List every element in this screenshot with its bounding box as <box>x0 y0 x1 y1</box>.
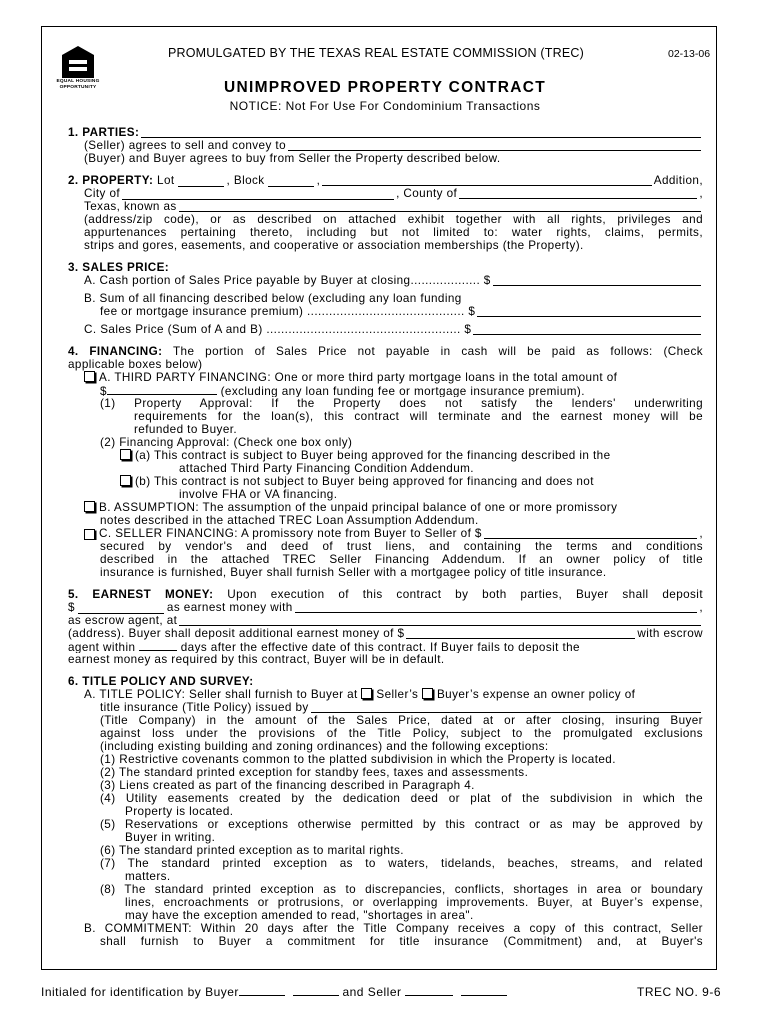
escrow-agent-comma: , <box>699 601 703 614</box>
sales-price-total-label: C. Sales Price (Sum of A and B) ..................................................... $ <box>84 323 472 336</box>
seller-financing-label-1: C. SELLER FINANCING: A promissory note from Buyer to Seller of $ <box>99 527 482 540</box>
exception-3: (3) Liens created as part of the financing described in Paragraph 4. <box>100 779 475 792</box>
additional-earnest-field[interactable] <box>406 627 635 639</box>
title-policy-heading: 6. TITLE POLICY AND SURVEY: <box>68 675 254 688</box>
parties-line-2: (Seller) agrees to sell and convey to <box>84 139 286 152</box>
exception-6: (6) The standard printed exception as to marital rights. <box>100 844 404 857</box>
title-company-field[interactable] <box>311 701 701 713</box>
known-as-field[interactable] <box>179 200 701 212</box>
issued-by-label: title insurance (Title Policy) issued by <box>100 701 309 714</box>
exception-2: (2) The standard printed exception for standby fees, taxes and assessments. <box>100 766 529 779</box>
seller-financing-label-2: secured by vendor's and deed of trust liens, and containing the terms and conditions <box>100 540 703 553</box>
financing-approval-label: (2) Financing Approval: (Check one box only) <box>100 436 353 449</box>
title-policy-line-3: (Title Company) in the amount of the Sales Price, dated at or after closing, insuring Buyer <box>100 714 703 727</box>
third-party-amount-field[interactable] <box>107 384 217 395</box>
sellers-expense-label: Seller’s <box>376 688 419 701</box>
seller-financing-amount-field[interactable] <box>484 527 698 539</box>
section-financing <box>68 345 703 579</box>
sales-price-heading: 3. SALES PRICE: <box>68 261 170 274</box>
exception-7a: (7) The standard printed exception as to waters, tidelands, beaches, streams, and related <box>100 857 703 870</box>
exception-8a: (8) The standard printed exception as to discrepancies, conflicts, shortages in area or boundary <box>100 883 703 896</box>
addition-field[interactable] <box>322 174 652 186</box>
block-label: , Block <box>226 174 265 187</box>
seller-financing-label-3: described in the attached TREC Seller Financing Addendum. If an owner policy of title <box>100 553 703 566</box>
title-policy-line-4: against loss under the provisions of the Title Policy, subject to the promulgated exclusions <box>100 727 703 740</box>
initials-line <box>41 985 507 999</box>
third-party-financing-label: A. THIRD PARTY FINANCING: One or more third party mortgage loans in the total amount of <box>99 371 618 384</box>
exception-5a: (5) Reservations or exceptions otherwise permitted by this contract or as may be approved by <box>100 818 703 831</box>
financing-approval-a-1: (a) This contract is subject to Buyer being approved for the financing described in the <box>135 449 611 462</box>
trec-form-number: TREC NO. 9-6 <box>637 985 722 999</box>
exception-8b: lines, encroachments or protrusions, or overlapping improvements. Buyer, at Buyer’s expense, <box>125 896 703 909</box>
financing-approval-b-checkbox[interactable] <box>120 475 131 486</box>
assumption-checkbox[interactable] <box>84 501 95 512</box>
seller-name-field[interactable] <box>141 126 701 138</box>
escrow-agent-field[interactable] <box>295 601 698 613</box>
exception-7b: matters. <box>125 870 171 883</box>
section-property: 2. PROPERTY: Lot , Block , Addition, City of , County of , Texas, known as (address/zip code), or as described on attached exhibit together with all rights, privileges and appurtenances pertaining thereto, including but not limited to: water rights, claims, permits, strips and gores, easements, and cooperative or association memberships (the Property). <box>68 174 703 252</box>
financing-sum-label-2: fee or mortgage insurance premium) ........................................... $ <box>100 305 476 318</box>
financing-line-1: The portion of Sales Price not payable in cash will be paid as follows: (Check <box>172 345 703 358</box>
seller-initial-1-field[interactable] <box>405 985 453 996</box>
parties-heading: 1. PARTIES: <box>68 126 140 139</box>
property-line-4: (address/zip code), or as described on attached exhibit together with all rights, privileges and <box>84 213 703 226</box>
financing-sum-field[interactable] <box>477 305 701 317</box>
financing-approval-a-2: attached Third Party Financing Condition Addendum. <box>179 462 474 475</box>
financing-sum-label-1: B. Sum of all financing described below (excluding any loan funding <box>84 292 462 305</box>
third-party-amount-note: (excluding any loan funding fee or mortgage insurance premium). <box>220 385 585 397</box>
earnest-dollar-sign: $ <box>68 601 75 614</box>
assumption-label-2: notes described in the attached TREC Loan Assumption Addendum. <box>100 514 479 527</box>
logo-caption: EQUAL HOUSING OPPORTUNITY <box>56 79 100 90</box>
buyers-expense-checkbox[interactable] <box>422 688 433 699</box>
agent-within-label: agent within <box>68 641 136 653</box>
lot-label: Lot <box>157 174 175 187</box>
property-approval-1: (1) Property Approval: If the Property does not satisfy the lenders' underwriting <box>100 397 703 410</box>
earnest-with-label: as earnest money with <box>166 601 293 614</box>
known-as-label: Texas, known as <box>84 200 177 213</box>
days-field[interactable] <box>139 640 177 651</box>
financing-approval-b-1: (b) This contract is not subject to Buyer being approved for financing and does not <box>135 475 594 488</box>
financing-approval-a-checkbox[interactable] <box>120 449 131 460</box>
initials-label: Initialed for identification by Buyer <box>41 985 239 999</box>
exception-1: (1) Restrictive covenants common to the platted subdivision in which the Property is located. <box>100 753 616 766</box>
county-label: , County of <box>396 187 458 200</box>
with-escrow-label: with escrow <box>637 627 703 640</box>
notice-line: NOTICE: Not For Use For Condominium Transactions <box>229 99 541 113</box>
page-title: UNIMPROVED PROPERTY CONTRACT <box>223 79 547 96</box>
sellers-expense-checkbox[interactable] <box>361 688 372 699</box>
cash-portion-field[interactable] <box>493 274 701 286</box>
seller-initial-2-field[interactable] <box>461 985 507 996</box>
lot-field[interactable] <box>178 176 224 187</box>
section-parties <box>68 126 703 165</box>
property-line-6: strips and gores, easements, and cooperative or association memberships (the Property). <box>84 239 584 252</box>
buyer-initial-2-field[interactable] <box>293 985 339 996</box>
seller-financing-checkbox[interactable] <box>84 529 95 540</box>
financing-approval-b-2: involve FHA or VA financing. <box>179 488 338 501</box>
title-policy-line-5: (including existing building and zoning ordinances) and the following exceptions: <box>100 740 549 753</box>
equal-housing-house-icon <box>61 45 95 79</box>
buyer-initial-1-field[interactable] <box>239 985 285 996</box>
third-party-financing-checkbox[interactable] <box>84 371 95 382</box>
section-earnest-money <box>68 588 703 666</box>
and-seller-label: and Seller <box>342 985 402 999</box>
sales-price-total-field[interactable] <box>473 323 701 335</box>
financing-heading: 4. FINANCING: <box>68 345 163 358</box>
title-policy-label: A. TITLE POLICY: Seller shall furnish to Buyer at <box>84 688 358 701</box>
seller-financing-label-4: insurance is furnished, Buyer shall furnish Seller with a mortgagee policy of title insurance. <box>100 566 607 579</box>
financing-line-2: applicable boxes below) <box>68 358 203 371</box>
contract-body <box>68 126 703 948</box>
property-heading: 2. PROPERTY: <box>68 174 154 187</box>
exception-4b: Property is located. <box>125 805 234 818</box>
exception-4a: (4) Utility easements created by the dedication deed or plat of the subdivision in which the <box>100 792 703 805</box>
addition-label: Addition, <box>653 174 703 187</box>
exception-8c: may have the exception amended to read, "shortages in area". <box>125 909 474 922</box>
form-date: 02-13-06 <box>668 48 711 60</box>
city-field[interactable] <box>122 189 394 200</box>
earnest-line-1: Upon execution of this contract by both parties, Buyer shall deposit <box>227 588 703 601</box>
section-sales-price <box>68 261 703 336</box>
section-title-policy <box>68 675 703 948</box>
cash-portion-label: A. Cash portion of Sales Price payable by Buyer at closing................... $ <box>84 274 491 287</box>
county-comma: , <box>699 187 703 200</box>
county-field[interactable] <box>459 187 697 199</box>
parties-line-3: (Buyer) and Buyer agrees to buy from Seller the Property described below. <box>84 152 501 165</box>
property-line-5: appurtenances pertaining thereto, including but not limited to: water rights, claims, permits, <box>84 226 703 239</box>
third-party-dollar-sign: $ <box>100 385 107 397</box>
commitment-line-1: B. COMMITMENT: Within 20 days after the Title Company receives a copy of this contract, Seller <box>84 922 703 935</box>
buyer-name-field[interactable] <box>288 139 701 151</box>
additional-earnest-label: (address). Buyer shall deposit additional earnest money of $ <box>68 627 405 640</box>
commitment-line-2: shall furnish to Buyer a commitment for title insurance (Commitment) and, at Buyer's <box>100 935 703 948</box>
property-approval-2: requirements for the loan(s), this contract will terminate and the earnest money will be <box>134 410 703 423</box>
earnest-line-6: earnest money as required by this contract, Buyer will be in default. <box>68 653 445 666</box>
property-approval-3: refunded to Buyer. <box>134 423 238 436</box>
earnest-amount-field[interactable] <box>78 603 164 614</box>
promulgated-line: PROMULGATED BY THE TEXAS REAL ESTATE COMMISSION (TREC) <box>168 46 584 60</box>
exception-5b: Buyer in writing. <box>125 831 216 844</box>
escrow-at-label: as escrow agent, at <box>68 614 178 627</box>
assumption-label-1: B. ASSUMPTION: The assumption of the unpaid principal balance of one or more promissory <box>99 501 618 514</box>
earnest-money-heading: 5. EARNEST MONEY: <box>68 588 214 601</box>
escrow-address-field[interactable] <box>179 614 701 626</box>
city-label: City of <box>84 187 121 200</box>
buyers-expense-label: Buyer’s expense an owner policy of <box>436 688 636 701</box>
seller-financing-comma: , <box>699 527 703 540</box>
days-after-label: days after the effective date of this contract. If Buyer fails to deposit the <box>180 641 580 653</box>
block-field[interactable] <box>268 176 314 187</box>
